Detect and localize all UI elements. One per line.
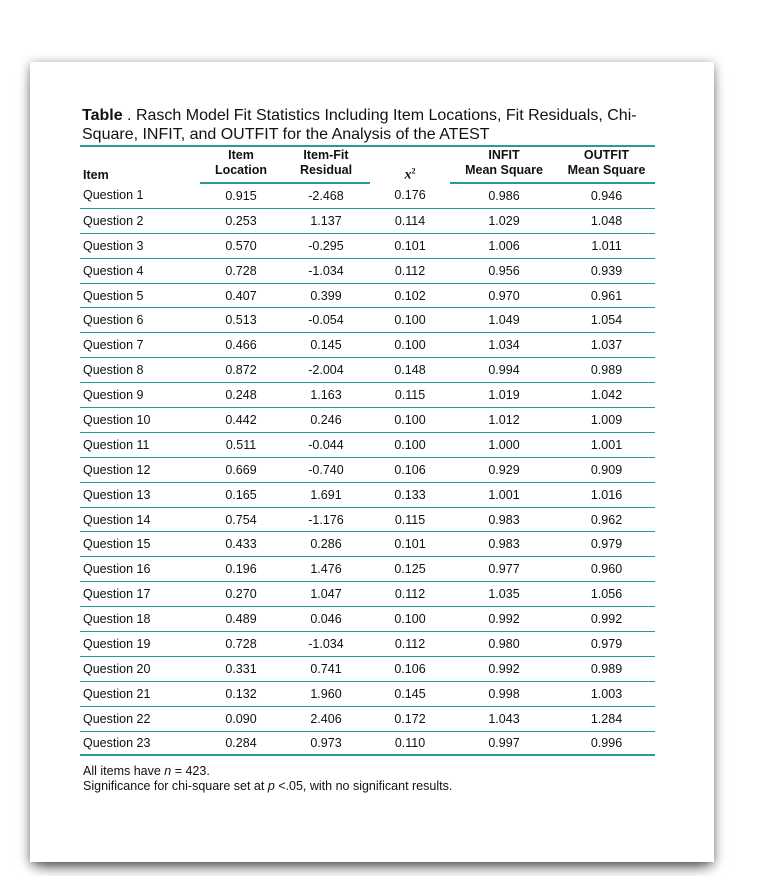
infit-cell: 0.994 [450,358,558,383]
residual-cell: 0.286 [282,532,370,557]
outfit-cell: 1.011 [558,233,655,258]
chi-symbol: x [404,168,412,183]
outfit-cell: 1.016 [558,482,655,507]
table-row [80,557,655,582]
residual-cell: -1.176 [282,507,370,532]
location-cell: 0.270 [200,582,282,607]
item-cell: Question 8 [80,358,200,383]
table-body [80,183,655,755]
infit-cell: 1.035 [450,582,558,607]
residual-cell: 2.406 [282,706,370,731]
infit-cell: 1.000 [450,432,558,457]
location-cell: 0.728 [200,632,282,657]
location-cell: 0.754 [200,507,282,532]
chi-superscript: 2 [411,166,416,176]
table-row [80,333,655,358]
location-cell: 0.331 [200,656,282,681]
table-row [80,482,655,507]
table-row [80,706,655,731]
chi-square-cell: 0.176 [370,183,450,208]
outfit-cell: 0.909 [558,457,655,482]
table-row [80,457,655,482]
infit-cell: 0.970 [450,283,558,308]
outfit-cell: 0.946 [558,183,655,208]
col-header-chi-square [370,146,450,183]
infit-cell: 1.006 [450,233,558,258]
outfit-cell: 0.996 [558,731,655,755]
chi-square-cell: 0.115 [370,383,450,408]
location-cell: 0.196 [200,557,282,582]
chi-square-cell: 0.100 [370,308,450,333]
item-cell: Question 15 [80,532,200,557]
col-header-residual-1: Item-Fit [282,146,370,163]
outfit-cell: 1.009 [558,408,655,433]
fit-statistics-table [80,145,655,756]
location-cell: 0.511 [200,432,282,457]
outfit-cell: 0.939 [558,258,655,283]
chi-square-cell: 0.100 [370,333,450,358]
table-row [80,432,655,457]
location-cell: 0.090 [200,706,282,731]
location-cell: 0.466 [200,333,282,358]
residual-cell: 1.137 [282,208,370,233]
residual-cell: -0.740 [282,457,370,482]
outfit-cell: 0.961 [558,283,655,308]
infit-cell: 0.980 [450,632,558,657]
col-header-location-2: Location [200,163,282,183]
table-row [80,258,655,283]
chi-square-cell: 0.101 [370,233,450,258]
item-cell: Question 1 [80,183,200,208]
chi-square-cell: 0.112 [370,582,450,607]
chi-square-cell: 0.110 [370,731,450,755]
item-cell: Question 16 [80,557,200,582]
chi-square-cell: 0.172 [370,706,450,731]
infit-cell: 0.986 [450,183,558,208]
table-row [80,208,655,233]
note-significance: Significance for chi-square set at p <.05, with no significant results. [83,779,453,793]
location-cell: 0.442 [200,408,282,433]
item-cell: Question 13 [80,482,200,507]
col-header-residual-2: Residual [282,163,370,183]
table-row [80,532,655,557]
location-cell: 0.872 [200,358,282,383]
residual-cell: 1.691 [282,482,370,507]
infit-cell: 0.998 [450,681,558,706]
item-cell: Question 3 [80,233,200,258]
table-row [80,582,655,607]
chi-square-cell: 0.115 [370,507,450,532]
table-row [80,283,655,308]
infit-cell: 0.983 [450,532,558,557]
table-row [80,308,655,333]
location-cell: 0.433 [200,532,282,557]
outfit-cell: 1.048 [558,208,655,233]
chi-square-cell: 0.101 [370,532,450,557]
outfit-cell: 1.003 [558,681,655,706]
infit-cell: 1.029 [450,208,558,233]
col-header-location-1: Item [200,146,282,163]
chi-square-cell: 0.114 [370,208,450,233]
chi-square-cell: 0.112 [370,632,450,657]
item-cell: Question 6 [80,308,200,333]
infit-cell: 1.049 [450,308,558,333]
residual-cell: 0.145 [282,333,370,358]
item-cell: Question 11 [80,432,200,457]
location-cell: 0.513 [200,308,282,333]
table-label: Table [82,107,123,124]
chi-square-cell: 0.100 [370,432,450,457]
infit-cell: 1.012 [450,408,558,433]
chi-square-cell: 0.106 [370,656,450,681]
item-cell: Question 23 [80,731,200,755]
table-row [80,632,655,657]
outfit-cell: 1.284 [558,706,655,731]
chi-square-cell: 0.148 [370,358,450,383]
item-cell: Question 5 [80,283,200,308]
item-cell: Question 4 [80,258,200,283]
col-header-outfit-2: Mean Square [558,163,655,183]
table-row [80,656,655,681]
location-cell: 0.669 [200,457,282,482]
location-cell: 0.253 [200,208,282,233]
infit-cell: 0.977 [450,557,558,582]
item-cell: Question 2 [80,208,200,233]
residual-cell: -1.034 [282,632,370,657]
residual-cell: -2.004 [282,358,370,383]
header-row-1 [80,146,655,163]
table-row [80,607,655,632]
table-row [80,507,655,532]
location-cell: 0.728 [200,258,282,283]
chi-square-cell: 0.125 [370,557,450,582]
col-header-item: Item [80,146,200,183]
residual-cell: 1.960 [282,681,370,706]
residual-cell: 0.246 [282,408,370,433]
item-cell: Question 7 [80,333,200,358]
outfit-cell: 0.960 [558,557,655,582]
residual-cell: 1.476 [282,557,370,582]
location-cell: 0.915 [200,183,282,208]
infit-cell: 1.034 [450,333,558,358]
outfit-cell: 0.992 [558,607,655,632]
item-cell: Question 17 [80,582,200,607]
outfit-cell: 0.979 [558,632,655,657]
col-header-outfit-1: OUTFIT [558,146,655,163]
chi-square-cell: 0.102 [370,283,450,308]
document-page [30,62,714,862]
table-notes [83,764,452,794]
item-cell: Question 12 [80,457,200,482]
item-cell: Question 14 [80,507,200,532]
table-row [80,233,655,258]
residual-cell: -1.034 [282,258,370,283]
chi-square-cell: 0.100 [370,408,450,433]
location-cell: 0.407 [200,283,282,308]
residual-cell: 0.399 [282,283,370,308]
infit-cell: 1.001 [450,482,558,507]
residual-cell: -0.054 [282,308,370,333]
location-cell: 0.284 [200,731,282,755]
residual-cell: 0.973 [282,731,370,755]
chi-square-cell: 0.133 [370,482,450,507]
outfit-cell: 1.054 [558,308,655,333]
location-cell: 0.132 [200,681,282,706]
infit-cell: 1.043 [450,706,558,731]
item-cell: Question 21 [80,681,200,706]
outfit-cell: 0.962 [558,507,655,532]
item-cell: Question 10 [80,408,200,433]
infit-cell: 0.956 [450,258,558,283]
note-sample-size: All items have n = 423. [83,764,210,778]
outfit-cell: 1.056 [558,582,655,607]
item-cell: Question 18 [80,607,200,632]
table-row [80,358,655,383]
outfit-cell: 0.989 [558,358,655,383]
table-row [80,408,655,433]
infit-cell: 0.992 [450,607,558,632]
residual-cell: 1.163 [282,383,370,408]
table-caption [82,106,672,144]
table-row [80,383,655,408]
residual-cell: 0.741 [282,656,370,681]
chi-square-cell: 0.106 [370,457,450,482]
table-row [80,681,655,706]
infit-cell: 0.983 [450,507,558,532]
outfit-cell: 1.001 [558,432,655,457]
location-cell: 0.165 [200,482,282,507]
infit-cell: 0.929 [450,457,558,482]
outfit-cell: 0.979 [558,532,655,557]
item-cell: Question 19 [80,632,200,657]
infit-cell: 0.997 [450,731,558,755]
residual-cell: -0.295 [282,233,370,258]
infit-cell: 1.019 [450,383,558,408]
residual-cell: 0.046 [282,607,370,632]
item-cell: Question 22 [80,706,200,731]
residual-cell: -0.044 [282,432,370,457]
table-title: . Rasch Model Fit Statistics Including Item Locations, Fit Residuals, Chi-Square, INFIT, and OUTFIT for the Analysis of the ATEST [82,107,637,143]
item-cell: Question 9 [80,383,200,408]
table-row [80,731,655,755]
residual-cell: -2.468 [282,183,370,208]
col-header-infit-1: INFIT [450,146,558,163]
residual-cell: 1.047 [282,582,370,607]
outfit-cell: 1.042 [558,383,655,408]
col-header-infit-2: Mean Square [450,163,558,183]
location-cell: 0.489 [200,607,282,632]
location-cell: 0.570 [200,233,282,258]
outfit-cell: 1.037 [558,333,655,358]
item-cell: Question 20 [80,656,200,681]
chi-square-cell: 0.145 [370,681,450,706]
outfit-cell: 0.989 [558,656,655,681]
location-cell: 0.248 [200,383,282,408]
chi-square-cell: 0.112 [370,258,450,283]
chi-square-cell: 0.100 [370,607,450,632]
table-row [80,183,655,208]
infit-cell: 0.992 [450,656,558,681]
